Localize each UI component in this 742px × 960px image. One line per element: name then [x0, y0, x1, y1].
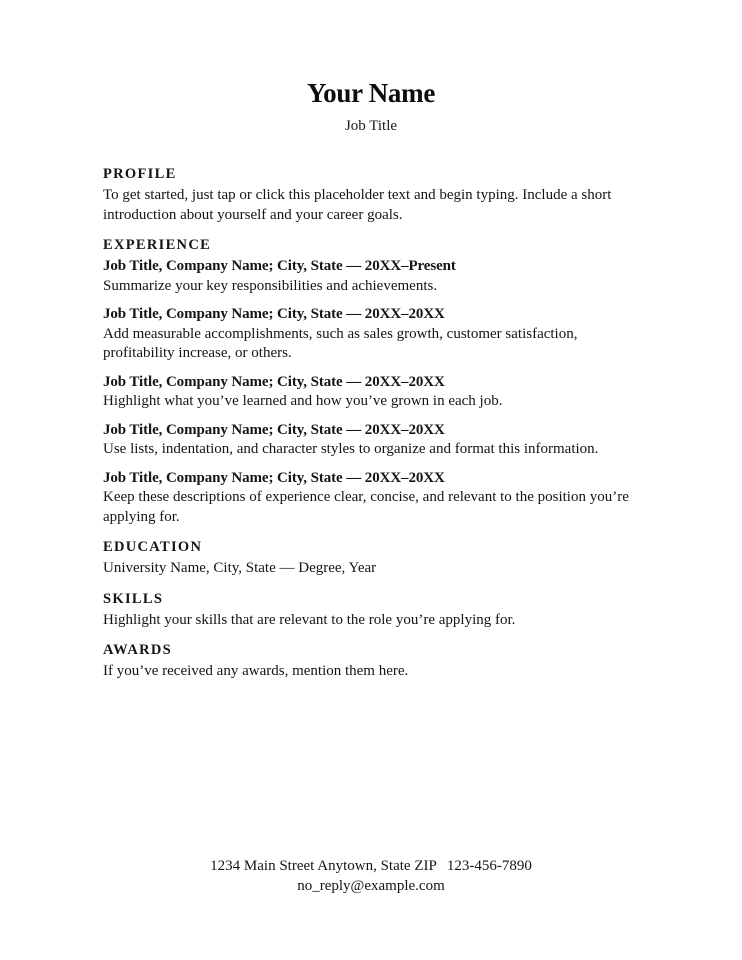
skills-heading[interactable]: SKILLS — [103, 590, 164, 607]
awards-text[interactable]: If you’ve received any awards, mention them here. — [103, 663, 409, 679]
job-entry-title[interactable]: Job Title, Company Name; City, State — 20XX–20XX — [103, 469, 445, 486]
job-entry-title[interactable]: Job Title, Company Name; City, State — 20XX–Present — [103, 258, 456, 274]
education-section — [103, 537, 648, 579]
resume-header — [0, 76, 742, 136]
experience-entry — [103, 421, 648, 460]
job-entry-title[interactable]: Job Title, Company Name; City, State — 20XX–20XX — [103, 306, 445, 322]
email-text[interactable]: no_reply@example.com — [297, 878, 445, 894]
education-heading[interactable]: EDUCATION — [103, 539, 203, 555]
experience-heading[interactable]: EXPERIENCE — [103, 237, 212, 253]
profile-heading[interactable]: PROFILE — [103, 166, 177, 182]
experience-entry — [103, 257, 648, 296]
experience-entry — [103, 373, 648, 412]
experience-section — [103, 235, 648, 527]
job-title-subheading[interactable]: Job Title — [344, 118, 398, 134]
awards-heading[interactable]: AWARDS — [103, 642, 173, 658]
name-heading[interactable]: Your Name — [306, 78, 436, 108]
job-entry-description[interactable]: Highlight what you’ve learned and how you’ve grown in each job. — [103, 393, 503, 409]
job-entry-description[interactable]: Keep these descriptions of experience clear, concise, and relevant to the position you’re applying for. — [103, 489, 629, 525]
phone-text[interactable]: 123-456-7890 — [446, 858, 532, 874]
job-entry-title[interactable]: Job Title, Company Name; City, State — 20XX–20XX — [103, 373, 445, 390]
job-entry-title[interactable]: Job Title, Company Name; City, State — 20XX–20XX — [103, 421, 445, 438]
experience-entry — [103, 469, 648, 528]
job-entry-description[interactable]: Summarize your key responsibilities and achievements. — [103, 277, 438, 294]
awards-section — [103, 640, 648, 682]
skills-section — [103, 589, 648, 631]
experience-entry — [103, 305, 648, 364]
contact-footer — [0, 856, 742, 896]
address-phone-line — [0, 856, 742, 876]
profile-section — [103, 164, 648, 225]
job-entry-description[interactable]: Add measurable accomplishments, such as sales growth, customer satisfaction, profitability increase, or others. — [103, 325, 578, 361]
education-text[interactable]: University Name, City, State — Degree, Year — [103, 560, 377, 576]
address-text[interactable]: 1234 Main Street Anytown, State ZIP — [210, 858, 437, 874]
resume-body — [103, 164, 648, 692]
job-entry-description[interactable]: Use lists, indentation, and character styles to organize and format this information. — [103, 441, 599, 457]
skills-text[interactable]: Highlight your skills that are relevant to the role you’re applying for. — [103, 611, 516, 628]
profile-text[interactable]: To get started, just tap or click this placeholder text and begin typing. Include a short introduction about yourself and your career goals. — [103, 187, 612, 223]
